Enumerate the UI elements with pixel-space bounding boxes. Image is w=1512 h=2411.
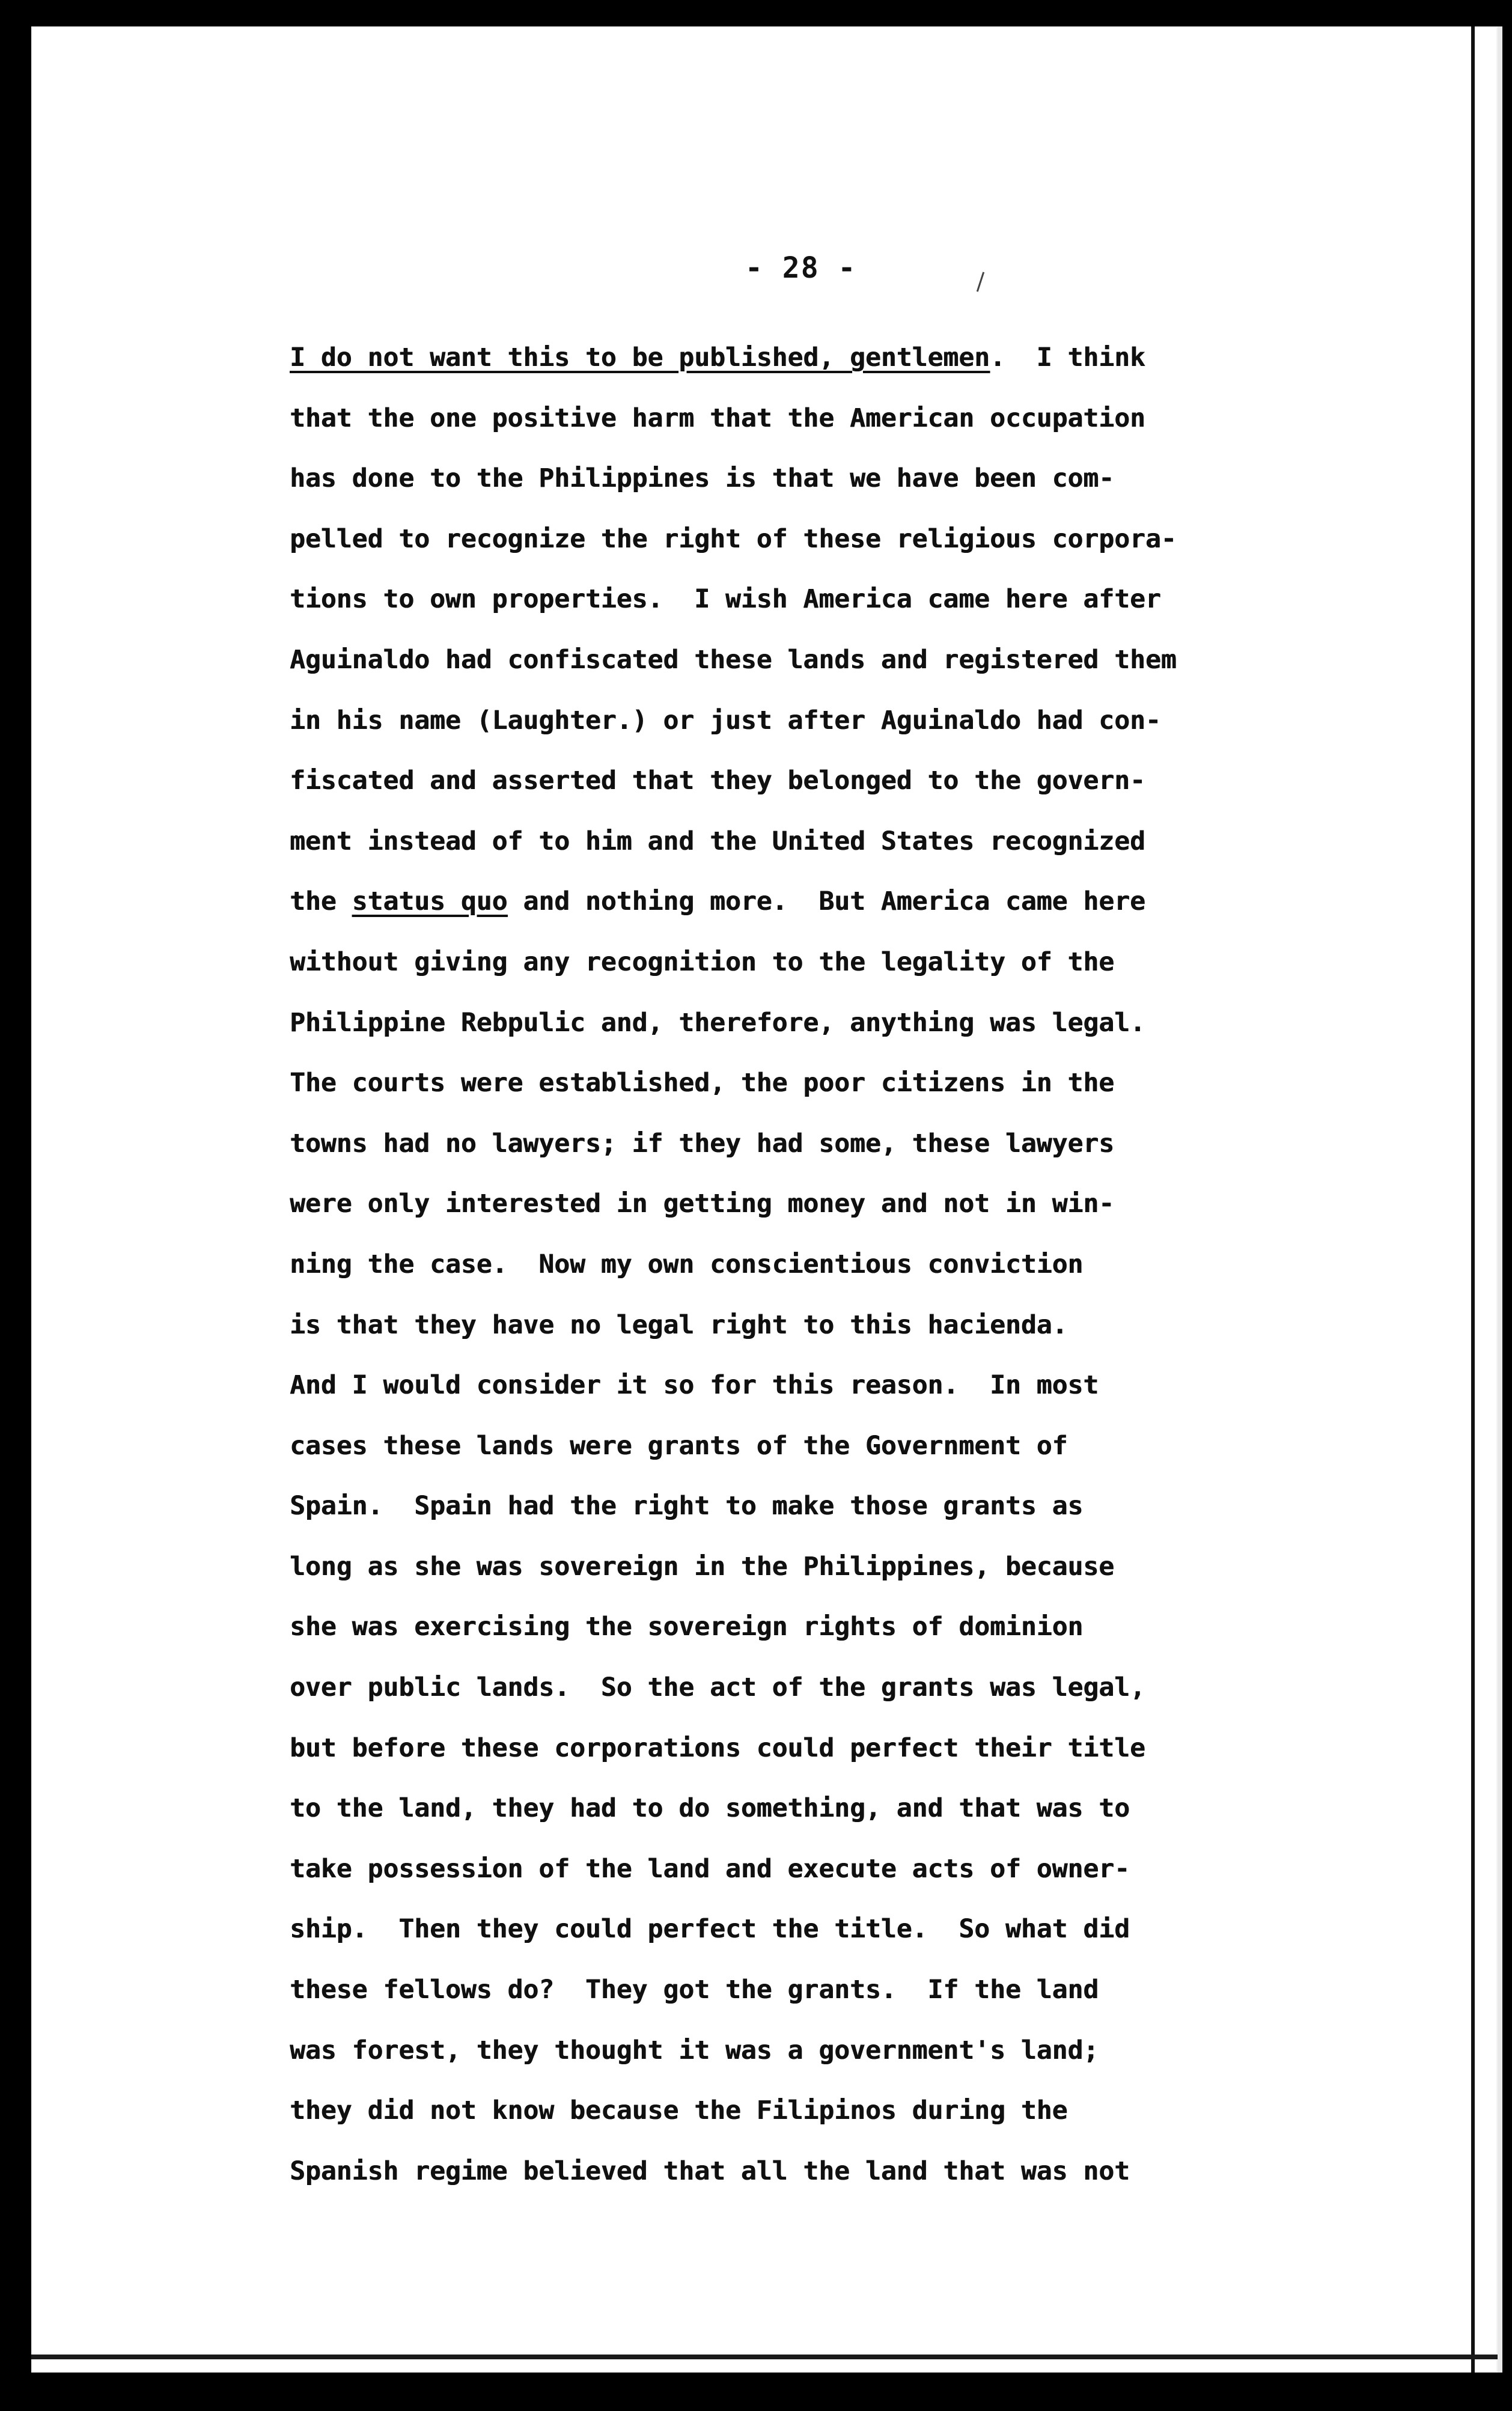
page-edge-shadow xyxy=(1471,26,1475,2373)
text-segment: they did not know because the Filipinos during the xyxy=(290,2096,1068,2126)
text-segment: is that they have no legal right to this hacienda. xyxy=(290,1309,1068,1340)
underlined-text: status quo xyxy=(352,886,508,917)
text-line xyxy=(290,1301,1353,1362)
text-line xyxy=(290,1059,1353,1120)
text-line xyxy=(290,1482,1353,1543)
text-line xyxy=(290,1180,1353,1240)
text-line xyxy=(290,1543,1353,1603)
text-segment: the xyxy=(290,886,352,917)
text-line xyxy=(290,515,1353,576)
text-segment: pelled to recognize the right of these religious corpora- xyxy=(290,523,1177,554)
text-line xyxy=(290,1784,1353,1845)
text-segment: to the land, they had to do something, and that was to xyxy=(290,1793,1130,1824)
text-line xyxy=(290,1966,1353,2026)
text-line xyxy=(290,334,1353,394)
text-line xyxy=(290,1422,1353,1483)
text-segment: Spanish regime believed that all the land that was not xyxy=(290,2156,1130,2186)
text-segment: these fellows do? They got the grants. If the land xyxy=(290,1975,1099,2005)
text-segment: tions to own properties. I wish America came here after xyxy=(290,584,1161,615)
text-line xyxy=(290,1724,1353,1785)
text-line xyxy=(290,2147,1353,2208)
page-number: - 28 - xyxy=(745,251,857,285)
text-line xyxy=(290,2086,1353,2147)
text-segment: that the one positive harm that the American occupation xyxy=(290,403,1145,433)
text-segment: Aguinaldo had confiscated these lands and registered them xyxy=(290,644,1177,675)
text-segment: The courts were established, the poor citizens in the xyxy=(290,1068,1115,1099)
text-segment: Philippine Rebpulic and, therefore, anything was legal. xyxy=(290,1007,1145,1038)
text-line xyxy=(290,1663,1353,1724)
text-line xyxy=(290,696,1353,757)
underlined-text: I do not want this to be published, gentlemen xyxy=(290,343,990,373)
text-line xyxy=(290,2026,1353,2087)
text-segment: she was exercising the sovereign rights of dominion xyxy=(290,1612,1084,1642)
text-segment: without giving any recognition to the legality of the xyxy=(290,946,1115,977)
text-segment: and nothing more. But America came here xyxy=(507,886,1145,917)
text-segment: fiscated and asserted that they belonged to the govern- xyxy=(290,766,1145,796)
text-segment: ning the case. Now my own conscientious conviction xyxy=(290,1249,1084,1279)
text-segment: take possession of the land and execute acts of owner- xyxy=(290,1853,1130,1884)
text-segment: long as she was sovereign in the Philippines, because xyxy=(290,1551,1115,1582)
text-line xyxy=(290,999,1353,1059)
page-bottom-edge xyxy=(31,2355,1498,2359)
text-segment: cases these lands were grants of the Government of xyxy=(290,1430,1068,1461)
text-segment: ment instead of to him and the United States recognized xyxy=(290,826,1145,856)
text-segment: Spain. Spain had the right to make those grants as xyxy=(290,1491,1084,1522)
text-line xyxy=(290,1905,1353,1966)
text-segment: has done to the Philippines is that we have been com- xyxy=(290,463,1115,494)
text-line xyxy=(290,757,1353,817)
text-line xyxy=(290,817,1353,878)
text-segment: . I think xyxy=(989,343,1145,373)
text-line xyxy=(290,394,1353,455)
text-line xyxy=(290,1603,1353,1663)
text-segment: in his name (Laughter.) or just after Aguinaldo had con- xyxy=(290,705,1161,736)
text-line xyxy=(290,938,1353,999)
text-segment: ship. Then they could perfect the title. So what did xyxy=(290,1914,1130,1945)
text-line xyxy=(290,575,1353,636)
text-line xyxy=(290,1845,1353,1906)
text-segment: but before these corporations could perfect their title xyxy=(290,1733,1145,1763)
text-segment: over public lands. So the act of the grants was legal, xyxy=(290,1672,1145,1703)
text-segment: were only interested in getting money and not in win- xyxy=(290,1189,1115,1219)
text-line xyxy=(290,1240,1353,1301)
text-line xyxy=(290,877,1353,938)
text-line xyxy=(290,636,1353,696)
text-line xyxy=(290,1361,1353,1422)
typed-body-text xyxy=(290,334,1353,2207)
text-line xyxy=(290,1120,1353,1180)
text-segment: was forest, they thought it was a government's land; xyxy=(290,2035,1099,2065)
text-segment: towns had no lawyers; if they had some, these lawyers xyxy=(290,1128,1115,1159)
text-segment: And I would consider it so for this reason. In most xyxy=(290,1370,1099,1401)
text-line xyxy=(290,454,1353,515)
